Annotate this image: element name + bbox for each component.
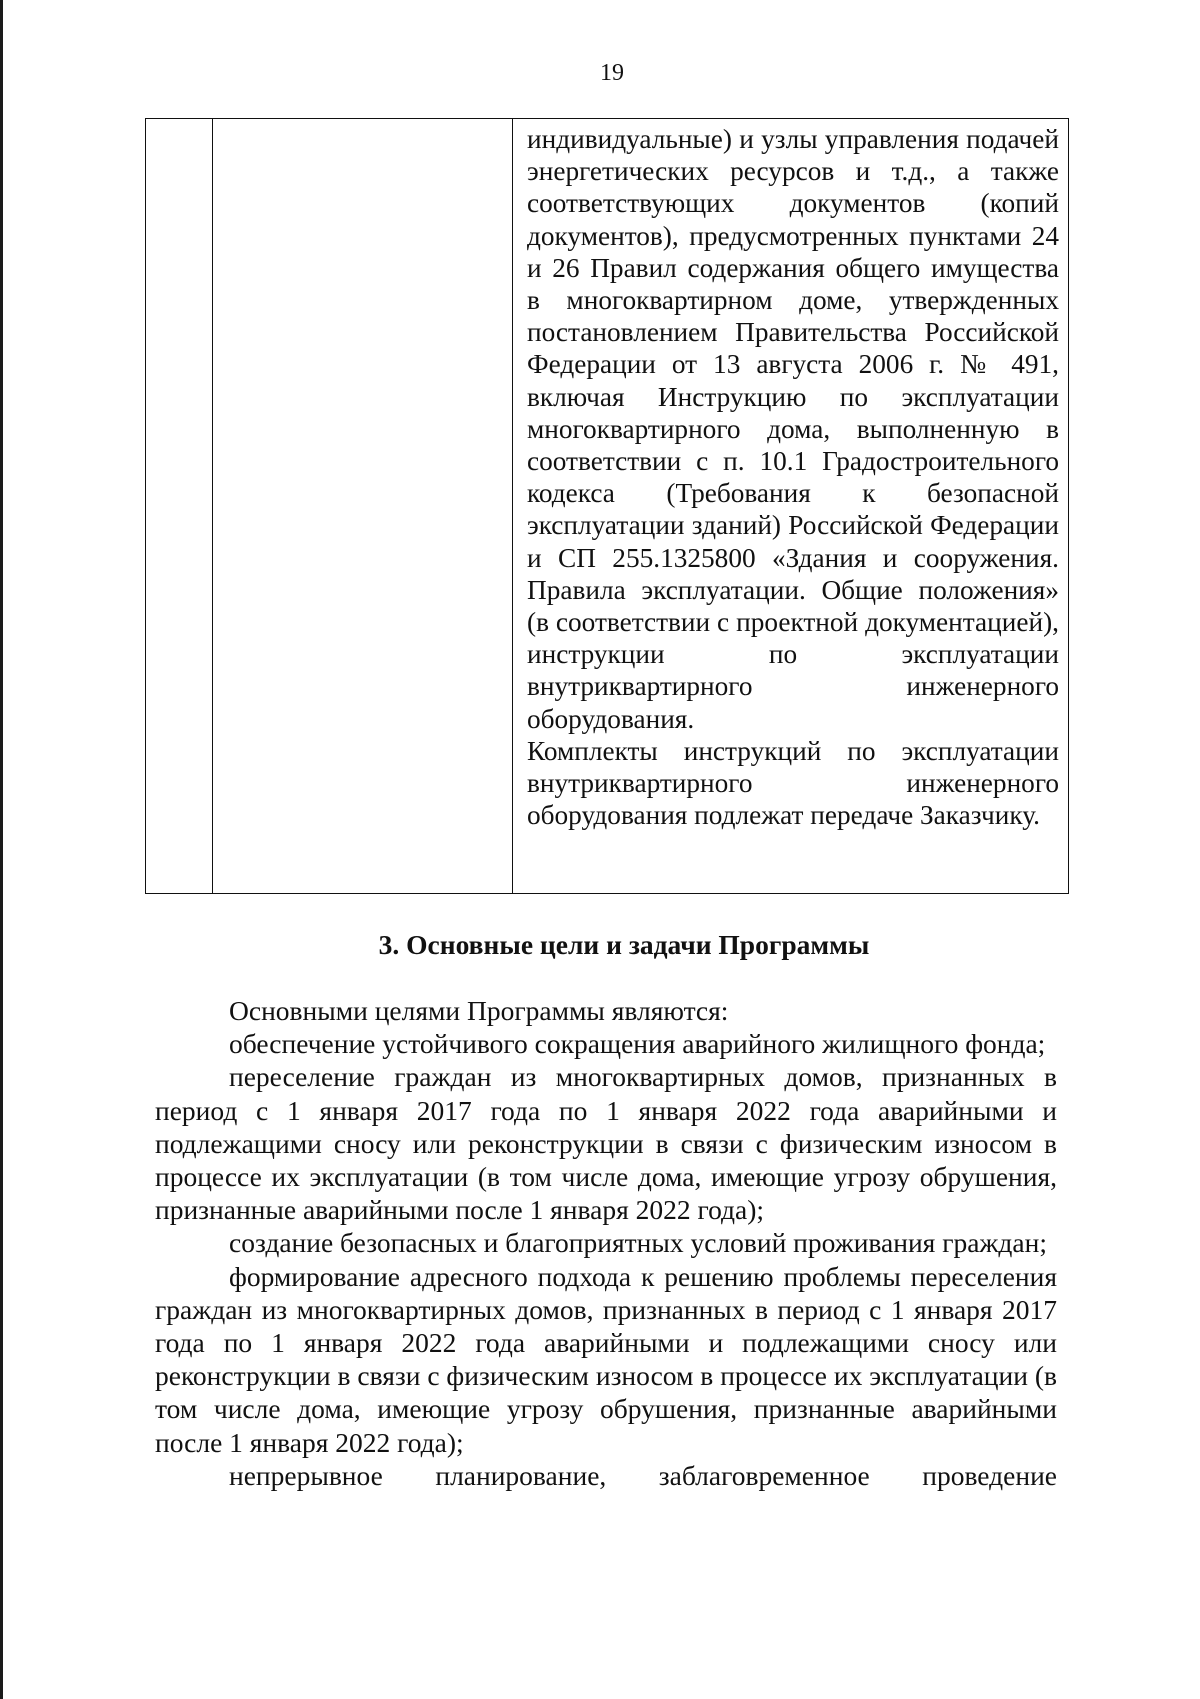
goal-item: обеспечение устойчивого сокращения аварийного жилищного фонда;	[229, 1028, 1046, 1060]
table-cell-paragraph: Комплекты инструкций по эксплуатации внутриквартирного инженерного оборудования подлежат передаче Заказчику.	[527, 735, 1059, 831]
table-cell-description	[527, 123, 1059, 831]
section-body	[155, 994, 1057, 1492]
goal-item: формирование адресного подхода к решению проблемы переселения граждан из многоквартирных домов, признанных в период с 1 января 2017 года по 1 января 2022 года аварийными и подлежащими сносу или реконструкции в связи с физическим износом в процессе их эксплуатации (в том числе дома, имеющие угрозу обрушения, признанные аварийными после 1 января 2022 года);	[155, 1260, 1057, 1458]
requirements-table	[145, 118, 1069, 894]
table-column-divider	[512, 119, 513, 893]
table-cell-paragraph: индивидуальные) и узлы управления подачей энергетических ресурсов и т.д., а также соответствующих документов (копий документов), предусмотренных пунктами 24 и 26 Правил содержания общего имущества в многоквартирном доме, утвержденных постановлением Правительства Российской Федерации от 13 августа 2006 г. № 491, включая Инструкцию по эксплуатации многоквартирного дома, выполненную в соответствии с п. 10.1 Градостроительного кодекса (Требования к безопасной эксплуатации зданий) Российской Федерации и СП 255.1325800 «Здания и сооружения. Правила эксплуатации. Общие положения» (в соответствии с проектной документацией), инструкции по эксплуатации внутриквартирного инженерного оборудования.	[527, 124, 1059, 734]
scan-border	[0, 0, 3, 1699]
goal-item: переселение граждан из многоквартирных домов, признанных в период с 1 января 2017 года по 1 января 2022 года аварийными и подлежащими сносу или реконструкции в связи с физическим износом в процессе их эксплуатации (в том числе дома, имеющие угрозу обрушения, признанные аварийными после 1 января 2022 года);	[155, 1061, 1057, 1226]
section-intro: Основными целями Программы являются:	[229, 995, 729, 1026]
page-number: 19	[600, 60, 624, 86]
section-heading: 3. Основные цели и задачи Программы	[378, 929, 870, 960]
goal-item: создание безопасных и благоприятных условий проживания граждан;	[229, 1227, 1047, 1259]
table-column-divider	[212, 119, 213, 893]
goal-item: непрерывное планирование, заблаговременное проведение	[229, 1459, 1057, 1491]
